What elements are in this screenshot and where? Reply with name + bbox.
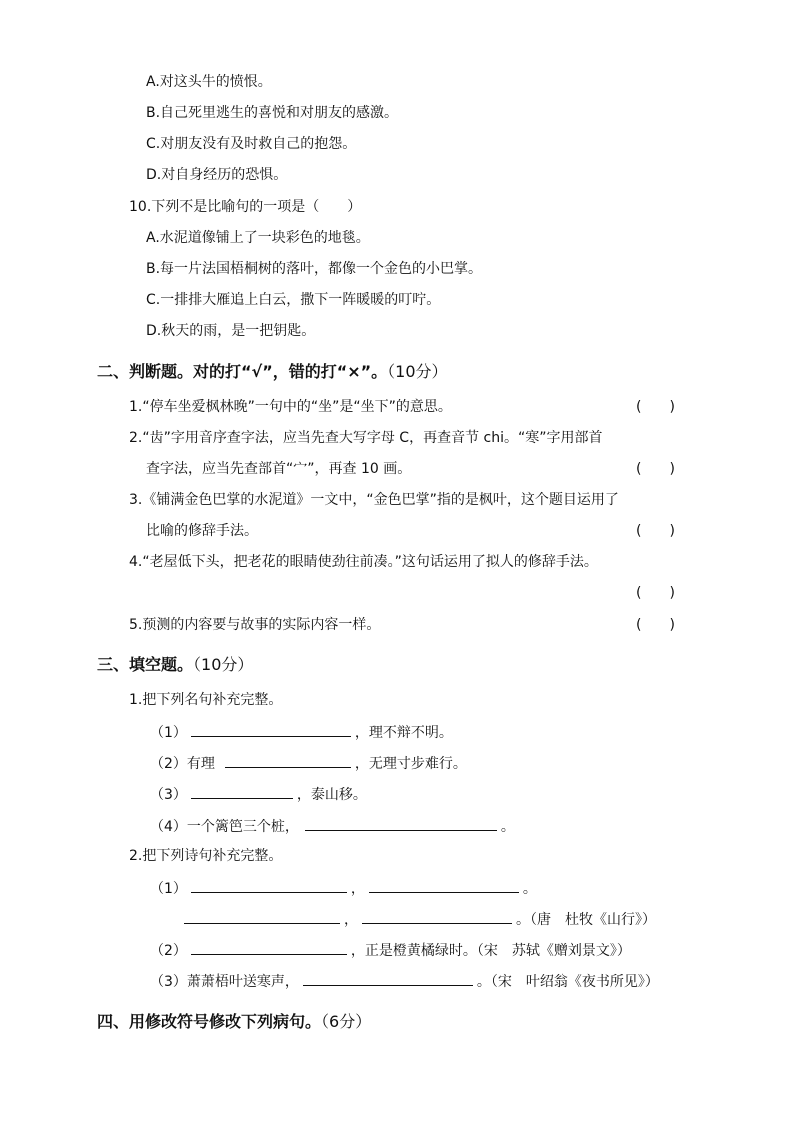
poem-source: （宋 苏轼《赠刘景文》）	[476, 943, 631, 959]
section-2-points: （10分）	[387, 362, 448, 381]
fill-blank[interactable]	[191, 783, 293, 799]
fill-q1-item-2	[150, 752, 467, 774]
section-3-heading	[97, 654, 253, 676]
item-text: ，正是橙黄橘绿时。	[350, 943, 477, 959]
item-number: （2）	[150, 943, 187, 959]
poem-1-line-1	[150, 877, 537, 899]
item-number: （3）	[150, 787, 187, 803]
section-2-heading	[97, 361, 448, 383]
answer-paren[interactable]: ( )	[636, 399, 675, 415]
item-text: ，无理寸步难行。	[354, 756, 467, 772]
fill-blank[interactable]	[191, 877, 347, 893]
judge-item-2: 2.“齿”字用音序查字法，应当先查大写字母 C，再查音节 chi。“寒”字用部首	[129, 430, 603, 446]
item-number: （4）	[150, 819, 187, 835]
fill-blank[interactable]	[184, 908, 340, 924]
item-number: （1）	[150, 725, 187, 741]
fill-q1-item-1	[150, 721, 453, 743]
q9-option-c: C.对朋友没有及时救自己的抱怨。	[146, 136, 357, 152]
judge-item-4: 4.“老屋低下头，把老花的眼睛使劲往前凑。”这句话运用了拟人的修辞手法。	[129, 554, 598, 570]
answer-paren[interactable]: ( )	[636, 617, 675, 633]
item-number: （2）	[150, 756, 187, 772]
fill-blank[interactable]	[225, 752, 351, 768]
fill-blank[interactable]	[303, 970, 473, 986]
fill-q1-item-4	[150, 815, 515, 837]
judge-item-2-cont: 查字法，应当先查部首“宀”，再查 10 画。	[146, 461, 412, 477]
fill-q1-item-3	[150, 783, 367, 805]
poem-source: （唐 杜牧《山行》）	[530, 912, 656, 928]
fill-blank[interactable]	[369, 877, 519, 893]
punct: 。	[516, 912, 530, 928]
section-3-title: 三、填空题。	[97, 655, 194, 674]
item-text: 一个篱笆三个桩，	[186, 819, 299, 835]
section-4-points: （6分）	[321, 1012, 372, 1031]
fill-blank[interactable]	[191, 939, 347, 955]
fill-blank[interactable]	[362, 908, 512, 924]
item-text: ，泰山移。	[296, 787, 367, 803]
q9-option-a: A.对这头牛的愤恨。	[146, 74, 272, 90]
answer-paren[interactable]: ( )	[636, 585, 675, 601]
fill-blank[interactable]	[191, 721, 351, 737]
punct: 。	[522, 881, 537, 897]
fill-blank[interactable]	[305, 815, 497, 831]
q10-option-a: A.水泥道像铺上了一块彩色的地毯。	[146, 230, 370, 246]
judge-item-3-cont: 比喻的修辞手法。	[146, 523, 258, 539]
judge-item-1: 1.“停车坐爱枫林晚”一句中的“坐”是“坐下”的意思。	[129, 399, 452, 415]
fill-q2-prompt: 2.把下列诗句补充完整。	[129, 848, 283, 864]
poem-3	[150, 970, 659, 992]
q10-option-d: D.秋天的雨，是一把钥匙。	[146, 323, 316, 339]
q9-option-d: D.对自身经历的恐惧。	[146, 167, 288, 183]
q10-stem: 10.下列不是比喻句的一项是（ ）	[129, 199, 362, 215]
item-text: ，理不辩不明。	[354, 725, 453, 741]
answer-paren[interactable]: ( )	[636, 523, 675, 539]
item-text: 萧萧梧叶送寒声，	[186, 974, 299, 990]
section-4-title: 四、用修改符号修改下列病句。	[97, 1012, 322, 1031]
q10-option-b: B.每一片法国梧桐树的落叶，都像一个金色的小巴掌。	[146, 261, 483, 277]
fill-q1-prompt: 1.把下列名句补充完整。	[129, 692, 283, 708]
section-2-title: 二、判断题。对的打“√”，错的打“×”。	[97, 362, 388, 381]
q9-option-b: B.自己死里逃生的喜悦和对朋友的感激。	[146, 105, 399, 121]
item-text: 。	[500, 819, 515, 835]
punct: ，	[344, 912, 358, 928]
punct: 。	[476, 974, 491, 990]
poem-2	[150, 939, 631, 961]
section-3-points: （10分）	[193, 655, 254, 674]
punct: ，	[350, 881, 365, 897]
item-number: （1）	[150, 881, 187, 897]
poem-1-line-2	[180, 908, 656, 930]
section-4-heading	[97, 1011, 371, 1033]
item-number: （3）	[150, 974, 187, 990]
poem-source: （宋 叶绍翁《夜书所见》）	[490, 974, 659, 990]
judge-item-5: 5.预测的内容要与故事的实际内容一样。	[129, 617, 381, 633]
judge-item-3: 3.《铺满金色巴掌的水泥道》一文中，“金色巴掌”指的是枫叶，这个题目运用了	[129, 492, 619, 508]
q10-option-c: C.一排排大雁追上白云，撒下一阵暖暖的叮咛。	[146, 292, 441, 308]
answer-paren[interactable]: ( )	[636, 461, 675, 477]
item-text: 有理	[186, 756, 215, 772]
